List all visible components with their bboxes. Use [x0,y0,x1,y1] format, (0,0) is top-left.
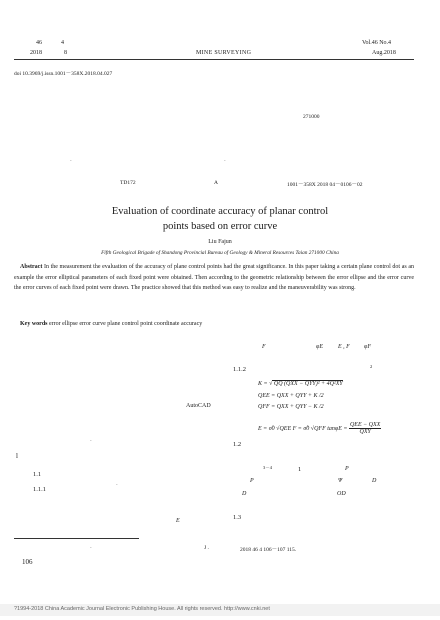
dot-mark: · [90,545,92,551]
copyright-footer [0,604,440,616]
keywords-label: Key words [20,321,48,327]
dot-mark: · [224,158,226,164]
page-number: 106 [22,558,33,566]
var-psi: Ψ [338,478,343,484]
header-journal-name: MINE SURVEYING [196,50,252,56]
var-E: E [176,518,180,524]
var-P: P [250,478,254,484]
equation-QFF: QFF = QXX + QYY − K /2 [258,404,324,410]
tan-fraction: $\frac{\text{QEE − QXX}}{\text{QXY}}$ [349,422,381,435]
equation-QEE: QEE = QXX + QYY + K /2 [258,393,324,399]
header-issue: 4 [61,40,64,46]
affiliation: Fifth Geological Brigade of Shandong Provincial Bureau of Geology & Mineral Resources Taian 271000 China [101,250,339,256]
section-1-1-2: 1.1.2 [233,366,246,373]
postcode: 271000 [303,114,320,120]
header-vol-no: Vol.46 No.4 [362,40,392,46]
keywords [14,319,414,330]
superscript-2: 2 [370,364,373,369]
header-volume: 46 [36,40,42,46]
section-1-2: 1.2 [233,441,242,448]
clc-number: TD172 [120,180,136,186]
reference-superscript: 3－4 [263,465,272,470]
footnote-journal-marker: J . [204,545,209,551]
doi: doi 10.3969/j.issn.1001－358X.2018.04.027 [14,71,113,77]
header-rule [14,59,414,60]
equation-E-F-tan: E = σ̂0 √QEE F = σ̂0 √QFF tanφE = $\frac{\text{QEE − QXX}}{\text{QXY}}$ [258,422,381,435]
equation-K: K = √ QQ (QXX − QYY)² + 4Q²XY [258,381,343,387]
var-OD: OD [337,491,346,497]
document-code: A [214,180,218,186]
dot-mark: · [70,158,72,164]
var-D-left: D [242,491,247,497]
footnote-citation: 2018 46 4 106－107 115. [240,547,297,553]
section-1-1: 1.1 [33,471,42,478]
paper-title-line-1: Evaluation of coordinate accuracy of planar control [111,206,329,217]
section-1-3: 1.3 [233,514,242,521]
var-phi-E: φE [316,344,323,350]
var-D: D [372,478,377,484]
keywords-text: error ellipse error curve plane control point coordinate accuracy [49,321,203,327]
dot-mark: · [90,438,92,444]
header-year: 2018 [30,50,42,56]
var-phi-F: φF [364,344,371,350]
abstract-label: Abstract [20,264,43,270]
number-1: 1 [298,466,302,473]
author: Liu Fajun [208,239,232,245]
dot-mark: · [116,482,118,488]
abstract [14,262,414,294]
header-date: Aug.2018 [372,50,396,56]
paper-title-line-2: points based on error curve [162,221,278,232]
section-1-1-1: 1.1.1 [33,486,46,493]
header-month: 8 [64,50,67,56]
list-bracket: l [16,452,18,460]
abstract-text: In the measurement the evaluation of the accuracy of plane control points had the great significance. In this paper taking a certain plane control dot as an example the error elliptical parameters of each fixed point were obtained. Then according to the geometric relationship between the error ellipse and the error curve the error curves of each fixed point were drawn. The practice showed that this method was easy to realize and the maneuverability was strong. [14,264,415,292]
copyright-text: ?1994-2018 China Academic Journal Electronic Publishing House. All rights reserved. http://www.cnki.net [14,606,270,612]
article-id: 1001－358X 2018 04－0106－02 [287,182,363,188]
autocad-label: AutoCAD [186,403,211,409]
footnote-rule [14,538,139,539]
var-E-F: E , F [338,344,350,350]
var-F: F [262,344,266,350]
var-P-top: P [345,466,349,472]
